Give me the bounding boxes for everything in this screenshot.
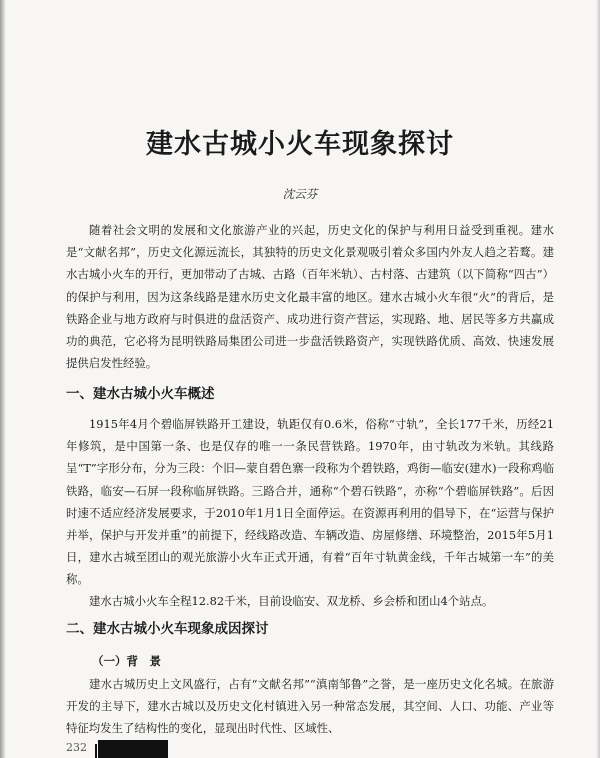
subsection-heading-background: （一）背 景 — [92, 654, 161, 668]
section-heading-overview: 一、建水古城小火车概述 — [66, 386, 215, 402]
footer-mark — [95, 744, 97, 758]
page-edge-shadow — [0, 0, 6, 758]
page-edge-shadow-right — [596, 0, 600, 758]
footer-bar — [98, 740, 168, 758]
background-paragraph: 建水古城历史上文风盛行，占有“文献名邦”“滇南邹鲁”之誉，是一座历史文化名城。在旅游开发的主导下，建水古城以及历史文化村镇进入另一种常态发展，其空间、人口、功能、产业等特征均发生了结构性的变化，显现出时代性、区域性、 — [66, 677, 554, 736]
overview-paragraph-1: 1915年4月个碧临屏铁路开工建设，轨距仅有0.6米，俗称“寸轨”，全长177千米，历经21年修筑，是中国第一条、也是仅存的唯一一条民营铁路。1970年，由寸轨改为米轨。其线路呈“T”字形分布，分为三段：个旧—蒙自碧色寨一段称为个碧铁路，鸡街—临安(建水)一段称鸡临铁路，临安—石屏一段称临屏铁路。三路合并，通称“个碧石铁路”，亦称“个碧临屏铁路”。后因时速不适应经济发展要求，于2010年1月1日全面停运。在资源再利用的倡导下，在“运营与保护并举，保护与开发并重”的前提下，经线路改造、车辆改造、房屋修缮、环境整治，2015年5月1日，建水古城至团山的观光旅游小火车正式开通，有着“百年寸轨黄金线，千年古城第一车”的美称。 — [66, 417, 554, 587]
article-author: 沈云芬 — [282, 187, 318, 201]
overview-paragraph-2: 建水古城小火车全程12.82千米，目前设临安、双龙桥、乡会桥和团山4个站点。 — [89, 594, 494, 608]
article-title: 建水古城小火车现象探讨 — [146, 129, 454, 160]
page-number: 232 — [66, 741, 87, 754]
intro-paragraph: 随着社会文明的发展和文化旅游产业的兴起，历史文化的保护与利用日益受到重视。建水是“文献名邦”，历史文化源远流长，其独特的历史文化景观吸引着众多国内外友人趋之若鹜。建水古城小火车的开行，更加带动了古城、古路（百年米轨）、古村落、古建筑（以下简称“四古”）的保护与利用，因为这条线路是建水历史文化最丰富的地区。建水古城小火车很“火”的背后，是铁路企业与地方政府与时俱进的盘活资产、成功进行资产营运，实现路、地、居民等多方共赢成功的典范，它必将为昆明铁路局集团公司进一步盘活铁路资产，实现铁路优质、高效、快速发展提供启发性经验。 — [66, 223, 554, 371]
section-heading-causes: 二、建水古城小火车现象成因探讨 — [66, 621, 269, 637]
